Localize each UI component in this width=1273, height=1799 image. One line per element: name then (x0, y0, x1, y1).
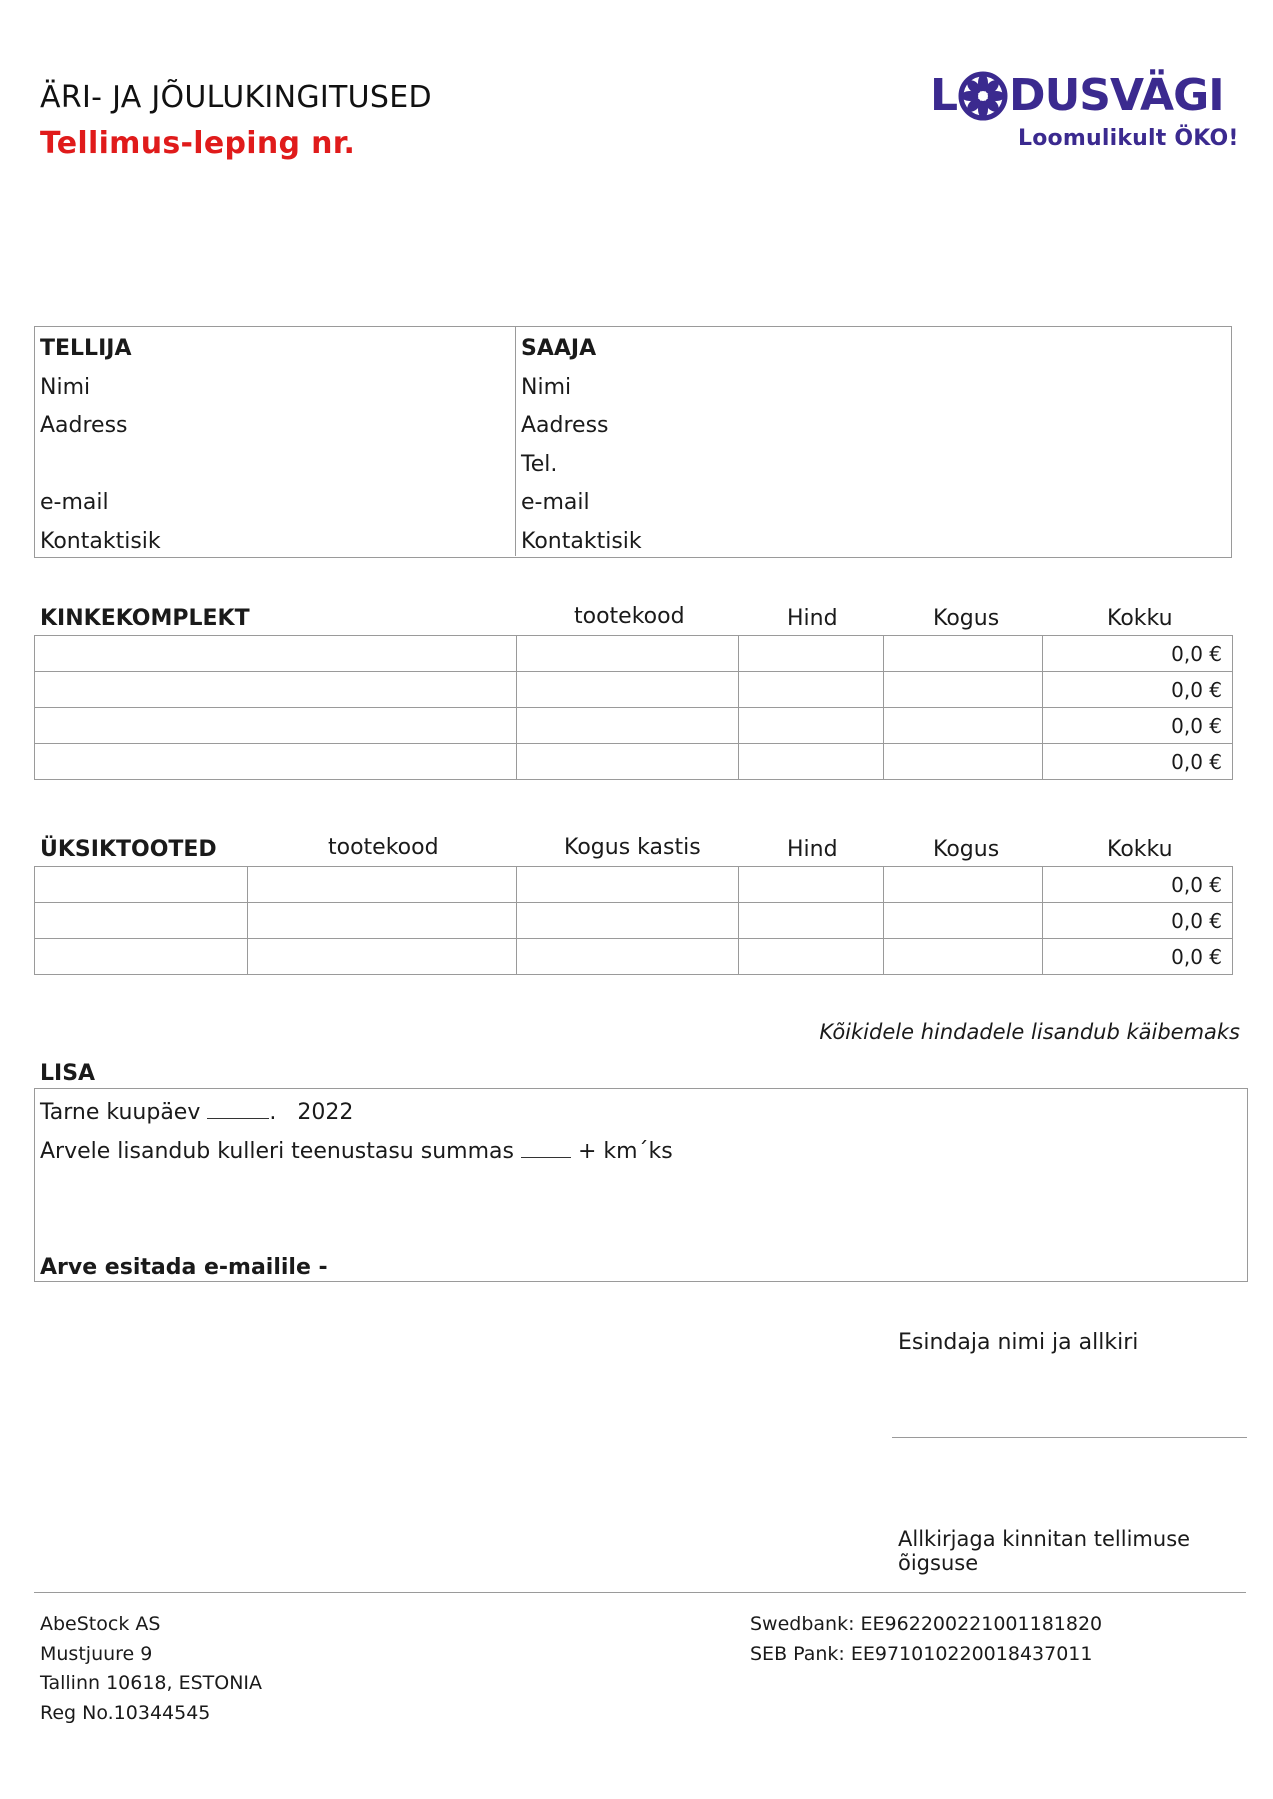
table-row (35, 903, 1233, 939)
single-code-cell[interactable] (248, 903, 517, 939)
single-qty-cell[interactable] (884, 939, 1043, 975)
bank-swedbank: Swedbank: EE962200221001181820 (750, 1613, 1103, 1635)
gift-code-cell[interactable] (517, 672, 739, 708)
orderer-heading: TELLIJA (40, 336, 132, 361)
logo-tagline: Loomulikult ÖKO! (1018, 126, 1239, 151)
gift-sets-col-price: Hind (787, 606, 838, 631)
logo-letter-l: L (930, 70, 958, 121)
document-title: ÄRI- JA JÕULUKINGITUSED (40, 80, 432, 115)
table-row (35, 672, 1233, 708)
gift-total-cell: 0,0 € (1043, 672, 1233, 708)
single-col-box-qty: Kogus kastis (564, 835, 701, 860)
single-name-cell[interactable] (35, 939, 248, 975)
single-col-qty: Kogus (933, 837, 1000, 862)
brand-logo (930, 70, 1239, 170)
gift-name-cell[interactable] (35, 636, 517, 672)
gift-sets-table (34, 635, 1233, 780)
recipient-heading: SAAJA (521, 336, 597, 361)
single-box-qty-cell[interactable] (517, 939, 739, 975)
gift-name-cell[interactable] (35, 744, 517, 780)
gift-qty-cell[interactable] (884, 636, 1043, 672)
orderer-name-label: Nimi (40, 374, 91, 400)
gift-sets-col-code: tootekood (574, 604, 685, 629)
footer-divider (34, 1592, 1246, 1593)
recipient-column (521, 330, 642, 561)
table-row (35, 939, 1233, 975)
orderer-empty-line (40, 446, 161, 485)
single-price-cell[interactable] (739, 939, 884, 975)
orderer-address-label: Aadress (40, 413, 128, 438)
gift-price-cell[interactable] (739, 744, 884, 780)
single-total-cell: 0,0 € (1043, 939, 1233, 975)
single-products-heading: ÜKSIKTOOTED (40, 837, 217, 862)
delivery-date-label: Tarne kuupäev (40, 1100, 201, 1125)
vat-note: Kõikidele hindadele lisandub käibemaks (819, 1020, 1240, 1044)
single-total-cell: 0,0 € (1043, 903, 1233, 939)
gift-name-cell[interactable] (35, 708, 517, 744)
single-qty-cell[interactable] (884, 867, 1043, 903)
extra-heading: LISA (40, 1061, 96, 1086)
gift-total-cell: 0,0 € (1043, 636, 1233, 672)
courier-fee-blank[interactable] (521, 1139, 571, 1158)
single-col-code: tootekood (328, 835, 439, 860)
table-row (35, 744, 1233, 780)
gift-price-cell[interactable] (739, 672, 884, 708)
logo-letters-dusvagi: DUSVÄGI (1009, 70, 1224, 121)
courier-fee-label: Arvele lisandub kulleri teenustasu summas (40, 1139, 514, 1164)
orderer-column (40, 330, 161, 561)
single-col-price: Hind (787, 837, 838, 862)
gift-qty-cell[interactable] (884, 708, 1043, 744)
order-contract-number: Tellimus-leping nr. (40, 126, 356, 161)
company-reg: Reg No.10344545 (40, 1701, 211, 1724)
recipient-address-label: Aadress (521, 413, 609, 438)
gift-code-cell[interactable] (517, 744, 739, 780)
courier-fee-suffix: + km´ks (577, 1139, 673, 1164)
logo-wordmark (930, 70, 1224, 121)
representative-signature-label: Esindaja nimi ja allkiri (898, 1330, 1139, 1355)
single-price-cell[interactable] (739, 903, 884, 939)
gift-total-cell: 0,0 € (1043, 708, 1233, 744)
flower-icon (958, 71, 1008, 121)
gift-sets-heading: KINKEKOMPLEKT (40, 606, 250, 631)
gift-total-cell: 0,0 € (1043, 744, 1233, 780)
invoice-email-line: Arve esitada e-mailile - (40, 1255, 328, 1280)
single-name-cell[interactable] (35, 867, 248, 903)
gift-sets-col-total: Kokku (1107, 606, 1173, 631)
table-row (35, 708, 1233, 744)
bank-accounts (750, 1610, 1102, 1669)
recipient-email-label: e-mail (521, 490, 590, 515)
gift-qty-cell[interactable] (884, 744, 1043, 780)
single-col-total: Kokku (1107, 837, 1173, 862)
signature-confirmation: Allkirjaga kinnitan tellimuse õigsuse (898, 1527, 1191, 1575)
gift-price-cell[interactable] (739, 708, 884, 744)
recipient-contact-label: Kontaktisik (521, 528, 642, 554)
courier-fee-line (40, 1139, 673, 1164)
company-name: AbeStock AS (40, 1613, 161, 1635)
delivery-date-sep: . (269, 1100, 277, 1125)
table-row (35, 636, 1233, 672)
signature-line[interactable] (892, 1437, 1247, 1438)
table-row (35, 867, 1233, 903)
company-address (40, 1610, 262, 1728)
gift-sets-col-qty: Kogus (933, 606, 1000, 631)
delivery-date-blank[interactable] (207, 1100, 269, 1119)
single-products-table (34, 866, 1233, 975)
delivery-year: 2022 (297, 1100, 354, 1125)
single-code-cell[interactable] (248, 867, 517, 903)
bank-seb: SEB Pank: EE971010220018437011 (750, 1642, 1093, 1665)
gift-code-cell[interactable] (517, 708, 739, 744)
single-box-qty-cell[interactable] (517, 867, 739, 903)
delivery-date-line (40, 1100, 353, 1125)
orderer-email-label: e-mail (40, 490, 109, 515)
gift-price-cell[interactable] (739, 636, 884, 672)
company-street: Mustjuure 9 (40, 1642, 153, 1665)
single-code-cell[interactable] (248, 939, 517, 975)
recipient-phone-label: Tel. (521, 451, 558, 477)
single-box-qty-cell[interactable] (517, 903, 739, 939)
recipient-name-label: Nimi (521, 374, 572, 400)
single-total-cell: 0,0 € (1043, 867, 1233, 903)
company-city: Tallinn 10618, ESTONIA (40, 1672, 263, 1694)
gift-code-cell[interactable] (517, 636, 739, 672)
gift-name-cell[interactable] (35, 672, 517, 708)
parties-divider (515, 326, 516, 556)
single-price-cell[interactable] (739, 867, 884, 903)
single-qty-cell[interactable] (884, 903, 1043, 939)
single-name-cell[interactable] (35, 903, 248, 939)
orderer-contact-label: Kontaktisik (40, 528, 161, 554)
gift-qty-cell[interactable] (884, 672, 1043, 708)
